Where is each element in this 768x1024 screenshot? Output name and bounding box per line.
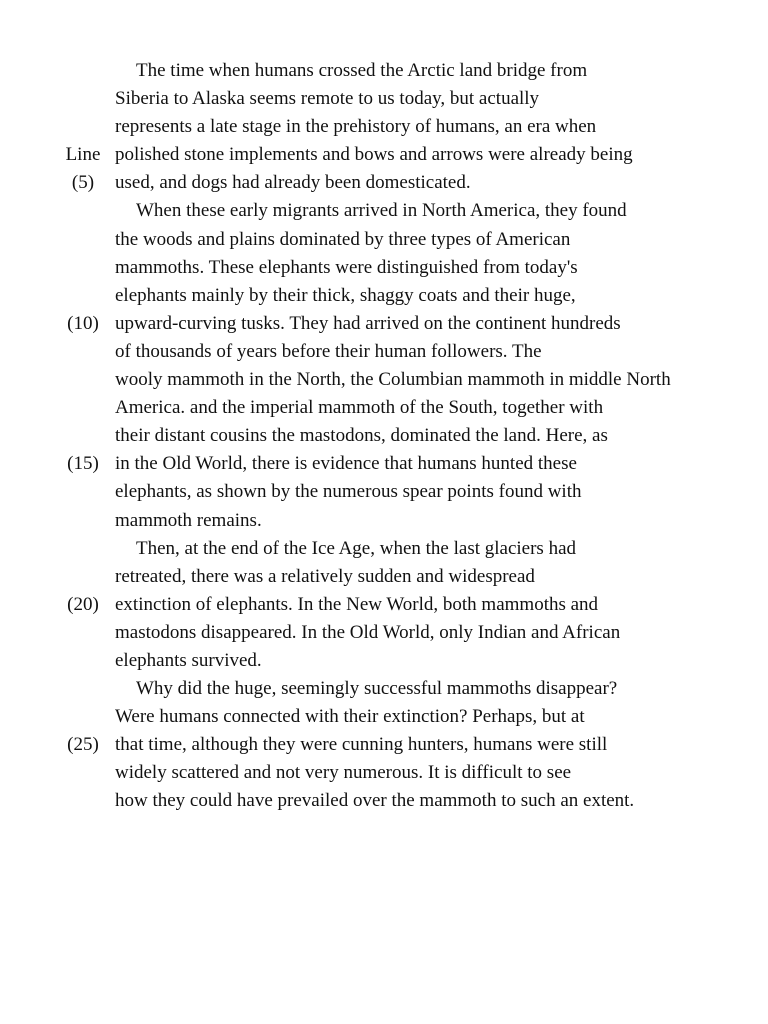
line-number-marker: (25) xyxy=(67,734,99,756)
passage-line xyxy=(0,563,768,591)
reading-passage xyxy=(0,57,768,816)
passage-line xyxy=(0,675,768,703)
passage-line xyxy=(0,338,768,366)
passage-line-text: in the Old World, there is evidence that humans hunted these xyxy=(115,453,577,475)
line-number-marker: (20) xyxy=(67,593,99,615)
passage-line xyxy=(0,703,768,731)
line-number-marker: (10) xyxy=(67,312,99,334)
passage-line xyxy=(0,731,768,759)
passage-line-text: how they could have prevailed over the mammoth to such an extent. xyxy=(115,790,635,812)
passage-line-text: represents a late stage in the prehistory of humans, an era when xyxy=(115,116,597,138)
passage-line xyxy=(0,450,768,478)
passage-line xyxy=(0,254,768,282)
passage-line xyxy=(0,647,768,675)
passage-line-text: wooly mammoth in the North, the Columbian mammoth in middle North xyxy=(115,369,671,391)
line-number-marker: (5) xyxy=(71,172,95,194)
passage-line-text: Then, at the end of the Ice Age, when the last glaciers had xyxy=(136,537,576,559)
passage-line-text: mammoths. These elephants were distinguished from today's xyxy=(115,256,578,278)
passage-line xyxy=(0,282,768,310)
passage-line-text: their distant cousins the mastodons, dominated the land. Here, as xyxy=(115,425,608,447)
passage-line-text: elephants, as shown by the numerous spear points found with xyxy=(115,481,582,503)
passage-line xyxy=(0,507,768,535)
passage-line-text: extinction of elephants. In the New World, both mammoths and xyxy=(115,593,599,615)
passage-line-text: polished stone implements and bows and arrows were already being xyxy=(115,144,633,166)
line-number-marker: Line xyxy=(65,144,101,166)
passage-line-text: mastodons disappeared. In the Old World, only Indian and African xyxy=(115,621,621,643)
passage-line-text: Were humans connected with their extinction? Perhaps, but at xyxy=(115,706,585,728)
passage-line-text: elephants survived. xyxy=(115,649,262,671)
passage-line xyxy=(0,394,768,422)
passage-line xyxy=(0,366,768,394)
passage-line xyxy=(0,422,768,450)
passage-line-text: of thousands of years before their human followers. The xyxy=(115,340,542,362)
passage-line-text: When these early migrants arrived in North America, they found xyxy=(136,200,627,222)
passage-line-text: used, and dogs had already been domesticated. xyxy=(115,172,471,194)
passage-line-text: that time, although they were cunning hunters, humans were still xyxy=(115,734,608,756)
passage-line-text: Why did the huge, seemingly successful mammoths disappear? xyxy=(136,678,618,700)
passage-line-text: retreated, there was a relatively sudden and widespread xyxy=(115,565,535,587)
passage-line xyxy=(0,113,768,141)
passage-line xyxy=(0,787,768,815)
passage-line xyxy=(0,169,768,197)
passage-line xyxy=(0,57,768,85)
passage-line-text: The time when humans crossed the Arctic land bridge from xyxy=(136,60,588,81)
passage-line-text: upward-curving tusks. They had arrived on the continent hundreds xyxy=(115,312,621,334)
passage-line-text: the woods and plains dominated by three types of American xyxy=(115,228,571,250)
passage-line xyxy=(0,535,768,563)
passage-line xyxy=(0,197,768,225)
passage-line-text: widely scattered and not very numerous. It is difficult to see xyxy=(115,762,572,784)
passage-line xyxy=(0,619,768,647)
passage-line xyxy=(0,759,768,787)
passage-line-text: America. and the imperial mammoth of the South, together with xyxy=(115,397,604,419)
passage-line xyxy=(0,141,768,169)
passage-line-text: Siberia to Alaska seems remote to us today, but actually xyxy=(115,88,540,110)
passage-line-text: elephants mainly by their thick, shaggy coats and their huge, xyxy=(115,284,576,306)
passage-line xyxy=(0,478,768,506)
passage-line xyxy=(0,310,768,338)
passage-line-text: mammoth remains. xyxy=(115,509,262,531)
line-number-marker: (15) xyxy=(67,453,99,475)
passage-line xyxy=(0,85,768,113)
passage-line xyxy=(0,226,768,254)
passage-line xyxy=(0,591,768,619)
